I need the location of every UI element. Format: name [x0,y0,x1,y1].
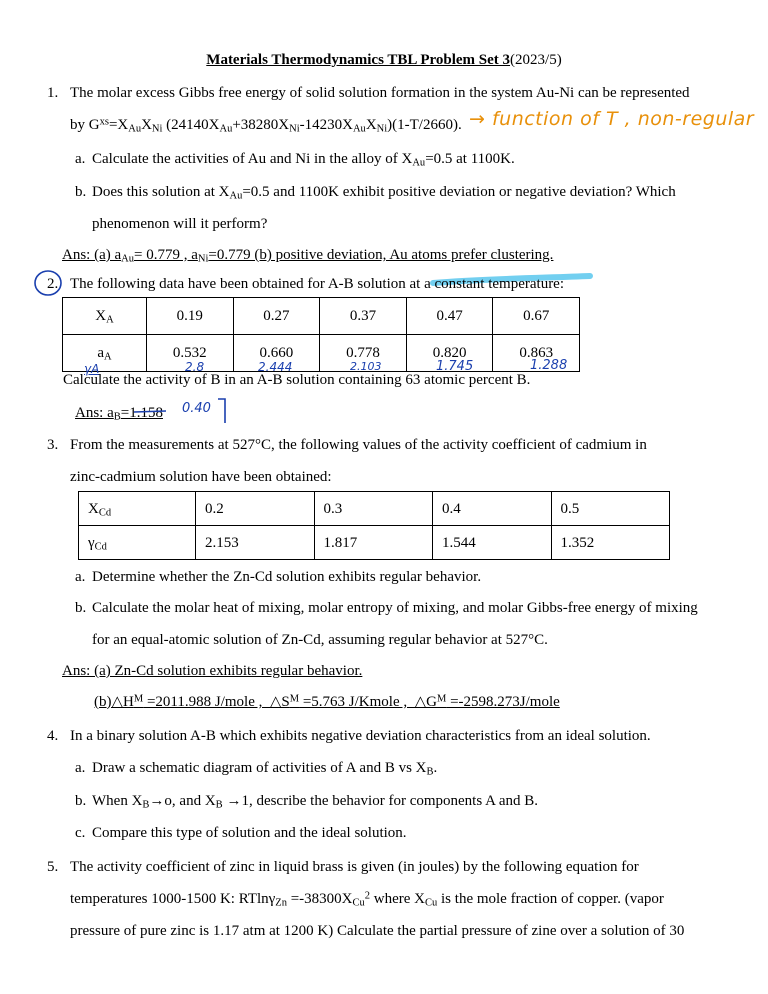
q3a-text: Determine whether the Zn-Cd solution exhibits regular behavior. [92,569,482,585]
table-cell: 0.778 [320,335,407,372]
table-cell: 0.37 [320,298,407,335]
page-title [0,51,768,69]
q2-text: The following data have been obtained for A-B solution at a constant temperature: [70,276,565,292]
hw-gamma-note: 1.288 [530,358,568,373]
table-cell: 2.153 [196,526,315,560]
table-cell: 0.532 [147,335,234,372]
row-label-gcd: $\gamma_{Cd}$ [79,526,196,560]
q3-answer-b: $(b)\triangle H^M =2011.988$ J/mole , $\triangle S^M =5.763$ J/Kmole , $\triangle G^M$ =-2598.273J/mole [94,693,560,710]
table-cell: 0.3 [314,492,433,526]
table-cell: 0.47 [406,298,493,335]
q1b-text: Does this solution at $X_{Au}=0.5$ and 1100K exhibit positive deviation or negative deviation? Which [92,184,676,202]
q3b-text: Calculate the molar heat of mixing, molar entropy of mixing, and molar Gibbs-free energy of mixing [92,600,698,616]
row-label-aa: $a_A$ [63,335,147,372]
table-cell: 0.67 [493,298,580,335]
q4-number: 4. [47,728,59,744]
q4a-text: Draw a schematic diagram of activities of A and B vs $X_B$. [92,760,438,778]
table-cell: 0.863 [493,335,580,372]
table-cell: 0.660 [233,335,320,372]
q2-answer: Ans: $a_B=1.158$ [75,405,163,423]
q4b-label: b. [75,793,87,809]
q4-text: In a binary solution A-B which exhibits negative deviation characteristics from an ideal solution. [70,728,651,744]
table-cell: 0.820 [406,335,493,372]
q4c-text: Compare this type of solution and the ideal solution. [92,825,407,841]
q1-number: 1. [47,85,59,101]
hw-gamma-note: 1.745 [436,359,474,374]
title-date: (2023/5) [510,52,562,68]
q3-text-cont: zinc-cadmium solution have been obtained: [70,469,332,485]
q1-answer: Ans: (a) $a_{Au}= 0.779$ , $a_{Ni}=0.779$ (b) positive deviation, Au atoms prefer clustering. [62,247,554,265]
q3-answer-a: Ans: (a) Zn-Cd solution exhibits regular behavior. [62,663,363,679]
q4a-label: a. [75,760,86,776]
table-row [79,492,670,526]
row-label-xcd: $X_{Cd}$ [79,492,196,526]
q5-number: 5. [47,859,59,875]
table-cell: 0.2 [196,492,315,526]
title-text: Materials Thermodynamics TBL Problem Set 3 [206,52,511,68]
q1-formula: $(24140X_{Au}+38280X_{Ni}-14230X_{Au}X_{Ni})(1-T/2660)$. [166,117,462,135]
q1-handwritten-note: → function of T , non-regular [469,108,755,130]
q1a-text: Calculate the activities of Au and Ni in the alloy of $X_{Au}=0.5$ at 1100K. [92,151,515,169]
row-label-xa: $X_A$ [63,298,147,335]
q2-handwritten-answer: 0.40 [182,401,211,416]
table-cell: 1.544 [433,526,552,560]
q3b-text-cont: for an equal-atomic solution of Zn-Cd, assuming regular behavior at 527°C. [92,632,548,648]
table-cell: 0.5 [551,492,670,526]
q3b-label: b. [75,600,87,616]
table-cell: 0.19 [147,298,234,335]
q5-text: The activity coefficient of zinc in liquid brass is given (in joules) by the following equation for [70,859,639,875]
hw-gamma-label: γA [84,362,100,376]
q1-text: The molar excess Gibbs free energy of solid solution formation in the system Au-Ni can be represented [70,85,690,101]
q3-text: From the measurements at 527°C, the following values of the activity coefficient of cadmium in [70,437,647,453]
q1-formula-prefix: by $G^{xs}=X_{Au}X_{Ni}$ [70,116,163,135]
hw-gamma-note: 2.103 [350,360,382,373]
table-row [63,298,580,335]
hw-gamma-note: 2.444 [258,360,293,374]
hw-gamma-note: 2.8 [185,360,205,374]
q4c-label: c. [75,825,86,841]
table-cell: 0.27 [233,298,320,335]
table-cell: 1.817 [314,526,433,560]
table-cell: 0.4 [433,492,552,526]
q2-data-table [62,297,580,372]
bracket-mark [214,395,230,427]
q1a-label: a. [75,151,86,167]
q1-formula-line [70,116,462,134]
table-cell: 1.352 [551,526,670,560]
q1b-text-cont: phenomenon will it perform? [92,216,268,232]
q2-number: 2. [47,276,59,292]
q4b-text: When $X_B\to o$, and $X_B \to 1$, describe the behavior for components A and B. [92,793,539,811]
table-row [63,335,580,372]
q3-data-table [78,491,670,560]
strikethrough-mark [132,406,168,418]
q5-text-cont: temperatures 1000-1500 K: $RTln\gamma_{Zn} =-38300X_{Cu}^2$ where $X_{Cu}$ is the mole fraction of copper. (vapor [70,890,664,909]
q5-text-cont2: pressure of pure zinc is 1.17 atm at 1200 K) Calculate the partial pressure of zine over a solution of 30 [70,923,685,939]
table-row [79,526,670,560]
q3-number: 3. [47,437,59,453]
q3a-label: a. [75,569,86,585]
q2-question: Calculate the activity of B in an A-B solution containing 63 atomic percent B. [63,372,531,388]
q1b-label: b. [75,184,87,200]
